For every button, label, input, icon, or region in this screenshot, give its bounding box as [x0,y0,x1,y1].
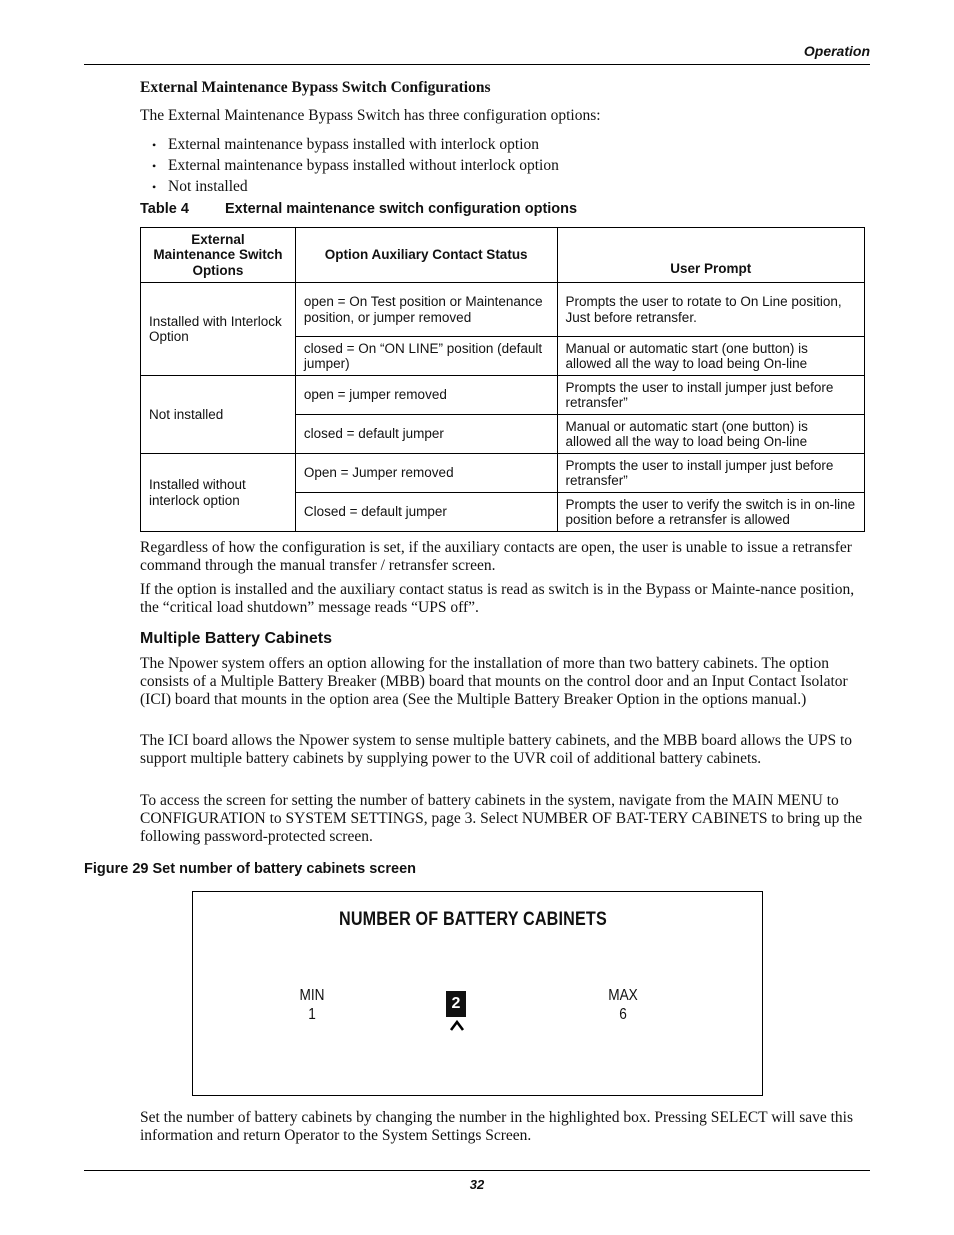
table-number: Table 4 [140,201,189,217]
bullet-icon: • [152,180,157,194]
status-cell: open = jumper removed [295,376,557,415]
caret-up-icon [448,1018,466,1032]
column-header-prompt: User Prompt [557,228,865,283]
prompt-cell: Prompts the user to install jumper just before retransfer” [557,376,865,415]
prompt-cell: Prompts the user to rotate to On Line position, Just before retransfer. [557,283,865,337]
header-rule [84,64,870,65]
table-header-row [141,228,865,283]
paragraph: If the option is installed and the auxiliary contact status is read as switch is in the Bypass or Mainte-nance position, the “critical load shutdown” message reads “UPS off”. [140,581,855,616]
paragraph: The Npower system offers an option allowing for the installation of more than two battery cabinets. The option consists of a Multiple Battery Breaker (MBB) board that mounts on the control door and an Input Contact Isolator (ICI) board that mounts in the option area (See the Multiple Battery Breaker Option in the options manual.) [140,655,848,708]
table-caption [140,201,577,217]
figure-caption: Figure 29 Set number of battery cabinets screen [84,861,416,877]
running-header: Operation [803,43,870,59]
option-cell: Installed with Interlock Option [141,283,296,376]
bullet-icon: • [152,159,157,173]
table-title: External maintenance switch configuration options [225,201,578,217]
paragraph: Set the number of battery cabinets by changing the number in the highlighted box. Pressing SELECT will save this information and return Operator to the System Settings Screen. [140,1109,854,1144]
section-heading-bypass: External Maintenance Bypass Switch Configurations [140,79,491,96]
bypass-intro: The External Maintenance Bypass Switch has three configuration options: [140,107,601,124]
list-item: • External maintenance bypass installed without interlock option [152,155,559,176]
status-cell: open = On Test position or Maintenance position, or jumper removed [295,283,557,337]
option-cell: Installed without interlock option [141,454,296,532]
table-row [141,454,865,493]
min-label: MIN [299,987,325,1004]
paragraph: The ICI board allows the Npower system to sense multiple battery cabinets, and the MBB board allows the UPS to support multiple battery cabinets by supplying power to the UVR coil of additional battery cabinets. [140,732,853,767]
battery-cabinets-screen [192,891,763,1096]
column-header-options: External Maintenance Switch Options [141,228,296,283]
prompt-cell: Prompts the user to verify the switch is in on-line position before a retransfer is allowed [557,493,865,532]
config-options-table [140,227,865,532]
column-header-status: Option Auxiliary Contact Status [295,228,557,283]
section-heading-battery: Multiple Battery Cabinets [140,630,333,647]
footer-rule [84,1170,870,1171]
bullet-icon: • [152,138,157,152]
list-item: • External maintenance bypass installed with interlock option [152,134,559,155]
status-cell: closed = default jumper [295,415,557,454]
paragraph: To access the screen for setting the number of battery cabinets in the system, navigate from the MAIN MENU to CONFIGURATION to SYSTEM SETTINGS, page 3. Select NUMBER OF BAT-TERY CABINETS to bring up the following password-protected screen. [140,792,863,845]
status-cell: closed = On “ON LINE” position (default jumper) [295,337,557,376]
status-cell: Closed = default jumper [295,493,557,532]
max-label: MAX [608,987,638,1004]
bypass-options-list [152,134,559,197]
max-value: 6 [619,1006,627,1023]
list-item: • Not installed [152,176,559,197]
screen-title: NUMBER OF BATTERY CABINETS [339,909,607,930]
min-value: 1 [308,1006,316,1023]
page-number: 32 [469,1177,485,1192]
prompt-cell: Prompts the user to install jumper just before retransfer” [557,454,865,493]
prompt-cell: Manual or automatic start (one button) is allowed all the way to load being On-line [557,337,865,376]
option-cell: Not installed [141,376,296,454]
table-row [141,376,865,415]
status-cell: Open = Jumper removed [295,454,557,493]
paragraph: Regardless of how the configuration is set, if the auxiliary contacts are open, the user is unable to issue a retransfer command through the manual transfer / retransfer screen. [140,539,852,574]
table-row [141,283,865,337]
prompt-cell: Manual or automatic start (one button) is allowed all the way to load being On-line [557,415,865,454]
cabinet-count-field[interactable]: 2 [446,991,466,1017]
